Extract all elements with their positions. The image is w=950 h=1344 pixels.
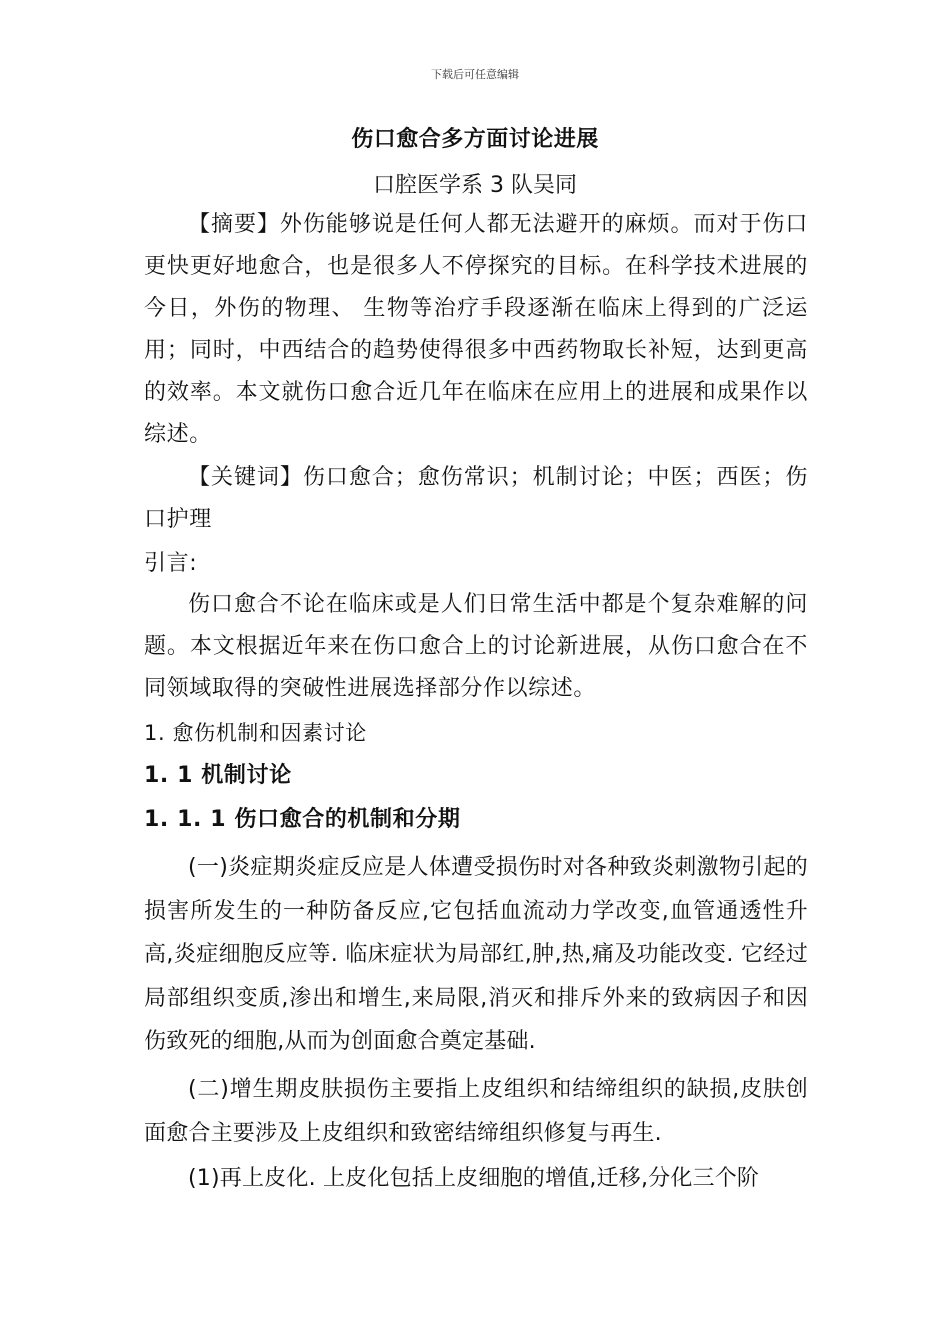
keywords-paragraph: 【关键词】伤口愈合；愈伤常识；机制讨论；中医；西医；伤口护理 — [144, 465, 808, 532]
section-1-1-title: 1. 1 机制讨论 — [144, 763, 292, 788]
intro-heading — [144, 543, 808, 585]
document-title: 伤口愈合多方面讨论进展 — [351, 127, 599, 152]
section-heading-1 — [144, 712, 808, 754]
header-note: 下载后可任意编辑 — [431, 68, 519, 81]
intro-section — [144, 584, 808, 710]
section-1-title: 1. 愈伤机制和因素讨论 — [144, 721, 367, 745]
inflammation-section — [144, 846, 808, 1064]
reepithelialization-paragraph: (1)再上皮化. 上皮化包括上皮细胞的增值,迁移,分化三个阶 — [188, 1166, 760, 1191]
abstract-paragraph: 【摘要】外伤能够说是任何人都无法避开的麻烦。而对于伤口更快更好地愈合，也是很多人不停探究的目标。在科学技术进展的今日，外伤的物理、 生物等治疗手段逐渐在临床上得到的广泛运用；同时，中西结合的趋势使得很多中西药物取长补短，达到更高的效率。本文就伤口愈合近几年在临床在应用上的进展和成果作以综述。 — [144, 212, 808, 447]
inflammation-paragraph: (一)炎症期炎症反应是人体遭受损伤时对各种致炎刺激物引起的损害所发生的一种防备反应,它包括血流动力学改变,血管通透性升高,炎症细胞反应等. 临床症状为局部红,肿,热,痛及功能改变. 它经过局部组织变质,渗出和增生,来局限,消灭和排斥外来的致病因子和因伤致死的细胞,从而为创面愈合奠定基础. — [144, 855, 808, 1054]
proliferation-paragraph: (二)增生期皮肤损伤主要指上皮组织和结缔组织的缺损,皮肤创面愈合主要涉及上皮组织和致密结缔组织修复与再生. — [144, 1077, 808, 1146]
proliferation-section — [144, 1068, 808, 1155]
reepithelialization-section — [144, 1157, 808, 1201]
intro-paragraph: 伤口愈合不论在临床或是人们日常生活中都是个复杂难解的问题。本文根据近年来在伤口愈合上的讨论新进展，从伤口愈合在不同领域取得的突破性进展选择部分作以综述。 — [144, 592, 808, 701]
abstract-section — [144, 204, 808, 456]
document-author: 口腔医学系 3 队吴同 — [373, 173, 577, 198]
section-heading-1-1 — [144, 755, 808, 797]
keywords-section — [144, 457, 808, 541]
section-heading-1-1-1 — [144, 799, 808, 841]
intro-label: 引言: — [144, 551, 198, 576]
section-1-1-1-title: 1. 1. 1 伤口愈合的机制和分期 — [144, 807, 461, 832]
